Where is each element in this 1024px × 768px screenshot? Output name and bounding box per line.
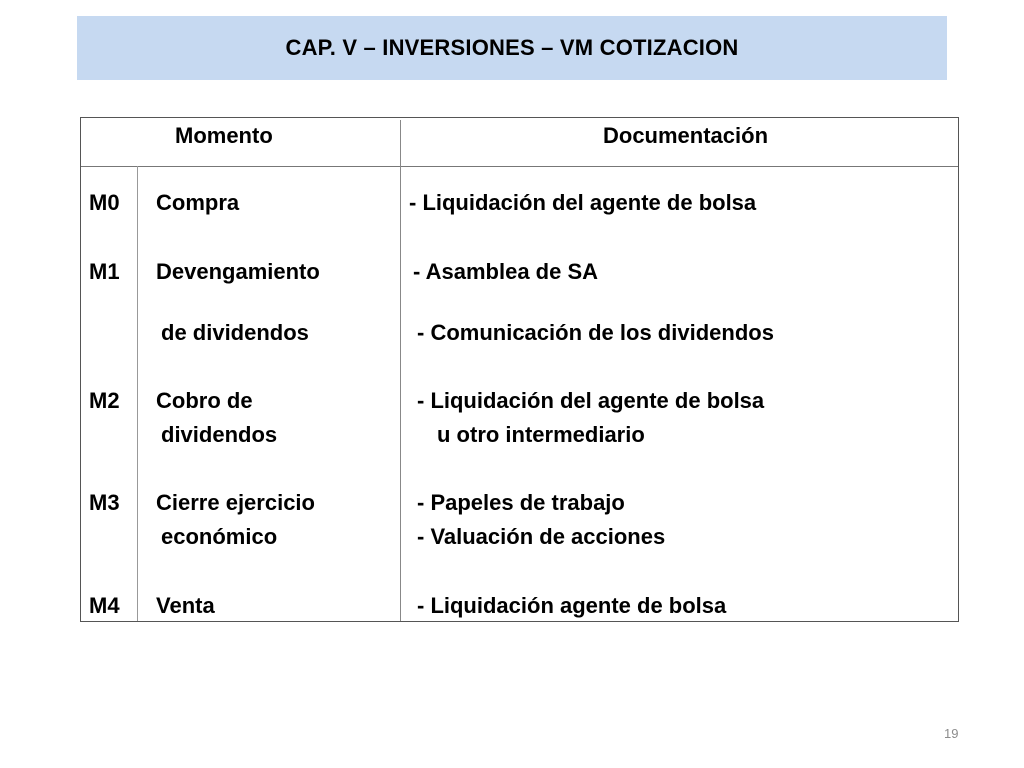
row-moment-m2-line2: dividendos (161, 422, 278, 447)
header-momento: Momento (175, 123, 273, 148)
row-doc-m1-line2: - Comunicación de los dividendos (417, 320, 774, 345)
header-documentacion: Documentación (603, 123, 769, 148)
row-moment-m4: Venta (156, 593, 215, 618)
row-moment-m1-line2: de dividendos (161, 320, 309, 345)
row-doc-m0: - Liquidación del agente de bolsa (409, 190, 757, 215)
page-number: 19 (944, 726, 959, 741)
row-code-m4: M4 (89, 593, 120, 618)
row-moment-m1-line1: Devengamiento (156, 259, 320, 284)
row-moment-m3-line1: Cierre ejercicio (156, 490, 315, 515)
code-column-divider (137, 166, 138, 621)
header-divider (81, 166, 958, 167)
row-code-m1: M1 (89, 259, 120, 284)
row-doc-m4: - Liquidación agente de bolsa (417, 593, 727, 618)
column-divider (400, 120, 401, 621)
row-moment-m2-line1: Cobro de (156, 388, 253, 413)
row-code-m0: M0 (89, 190, 120, 215)
row-doc-m1-line1: - Asamblea de SA (413, 259, 599, 284)
row-doc-m2-line2: u otro intermediario (437, 422, 645, 447)
row-code-m2: M2 (89, 388, 120, 413)
row-moment-m0: Compra (156, 190, 240, 215)
row-code-m3: M3 (89, 490, 120, 515)
row-moment-m3-line2: económico (161, 524, 278, 549)
documentation-table (80, 117, 959, 622)
row-doc-m3-line2: - Valuación de acciones (417, 524, 666, 549)
title-band (77, 16, 947, 80)
slide-title: CAP. V – INVERSIONES – VM COTIZACION (285, 35, 739, 60)
row-doc-m3-line1: - Papeles de trabajo (417, 490, 625, 515)
row-doc-m2-line1: - Liquidación del agente de bolsa (417, 388, 765, 413)
